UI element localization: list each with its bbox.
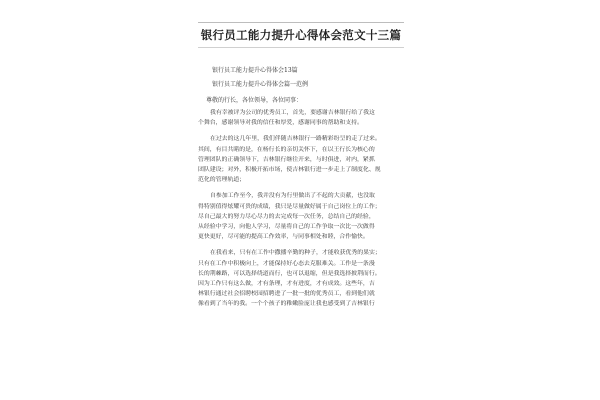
paragraph-4: [198, 248, 404, 309]
paragraph-line: 更快更好，尽可能的提高工作效率，与同事相处和睦，合作愉快。: [198, 234, 369, 241]
paragraph-line: 个舞台，感谢领导对我的信任和厚爱，感谢同事的帮助和支持。: [198, 120, 363, 127]
document-page: [198, 22, 404, 316]
paragraph-line: 自参加工作至今，我并没有为行里做出了不起的大贡献，也没取: [210, 193, 375, 200]
paragraph-line: 长的荆棘路，可以选择绕道而行，也可以退缩，但是我选择披荆而行。: [198, 270, 381, 277]
paragraph-line: 范化的管理轨道；: [198, 177, 246, 184]
document-title: 银行员工能力提升心得体会范文十三篇: [200, 28, 402, 42]
header-rule: [198, 22, 404, 23]
paragraph-line: 只有在工作中积极向上，才能保持好心态去克服难关。工作是一条漫: [198, 260, 375, 267]
paragraph-1: [198, 108, 404, 128]
paragraph-line: 其间，有目共睹的是，在杨行长的亲切关怀下，在以王行长为核心的: [198, 146, 375, 153]
paragraph-line: 像看到了当年的我。一个个孩子的稚嫩脸庞让我也感受到了吉林银行: [198, 301, 375, 308]
salutation: 尊敬的行长，各位领导，各位同事：: [206, 97, 303, 104]
title-rule: [198, 47, 404, 48]
paragraph-line: 在过去的这几年里，我们伴随吉林银行一路精彩纷呈的走了过来。: [210, 136, 381, 143]
paragraph-line: 得特别值得炫耀可贵的成绩，我只是尽量做好属于自己岗位上的工作；: [198, 203, 381, 210]
paragraph-2: [198, 134, 404, 185]
paragraph-3: [198, 191, 404, 242]
paragraph-line: 我有幸被评为公司的优秀员工，首先，要感谢吉林银行给了我这: [210, 110, 375, 116]
paragraph-line: 在我看来，只有在工作中撒播辛勤的种子，才能收获优秀的果实；: [210, 250, 381, 257]
paragraph-line: 尽自己最大的努力尽心尽力的去完成每一次任务，总结自己的经验，: [198, 213, 375, 220]
meta-line-1: 银行员工能力提升心得体会13篇: [212, 67, 298, 74]
paragraph-line: 管理团队的正确领导下，吉林银行继往开来，与时俱进，对内，紧抓: [198, 156, 375, 163]
paragraph-line: 团队建设；对外，积极开拓市场，使吉林银行进一步走上了制度化、规: [198, 167, 381, 174]
paragraph-line: 因为工作只有这么做，才有条理，才有进度，才有成效。这些年，吉: [198, 281, 375, 288]
meta-line-2: 银行员工能力提升心得体会篇一范例: [212, 81, 309, 88]
paragraph-line: 林银行通过社会招聘校园招聘进了一批一批的优秀员工，看到他们就: [198, 291, 375, 298]
paragraph-line: 从经验中学习，向他人学习，尽量将自己的工作争取一次比一次做得: [198, 224, 375, 231]
